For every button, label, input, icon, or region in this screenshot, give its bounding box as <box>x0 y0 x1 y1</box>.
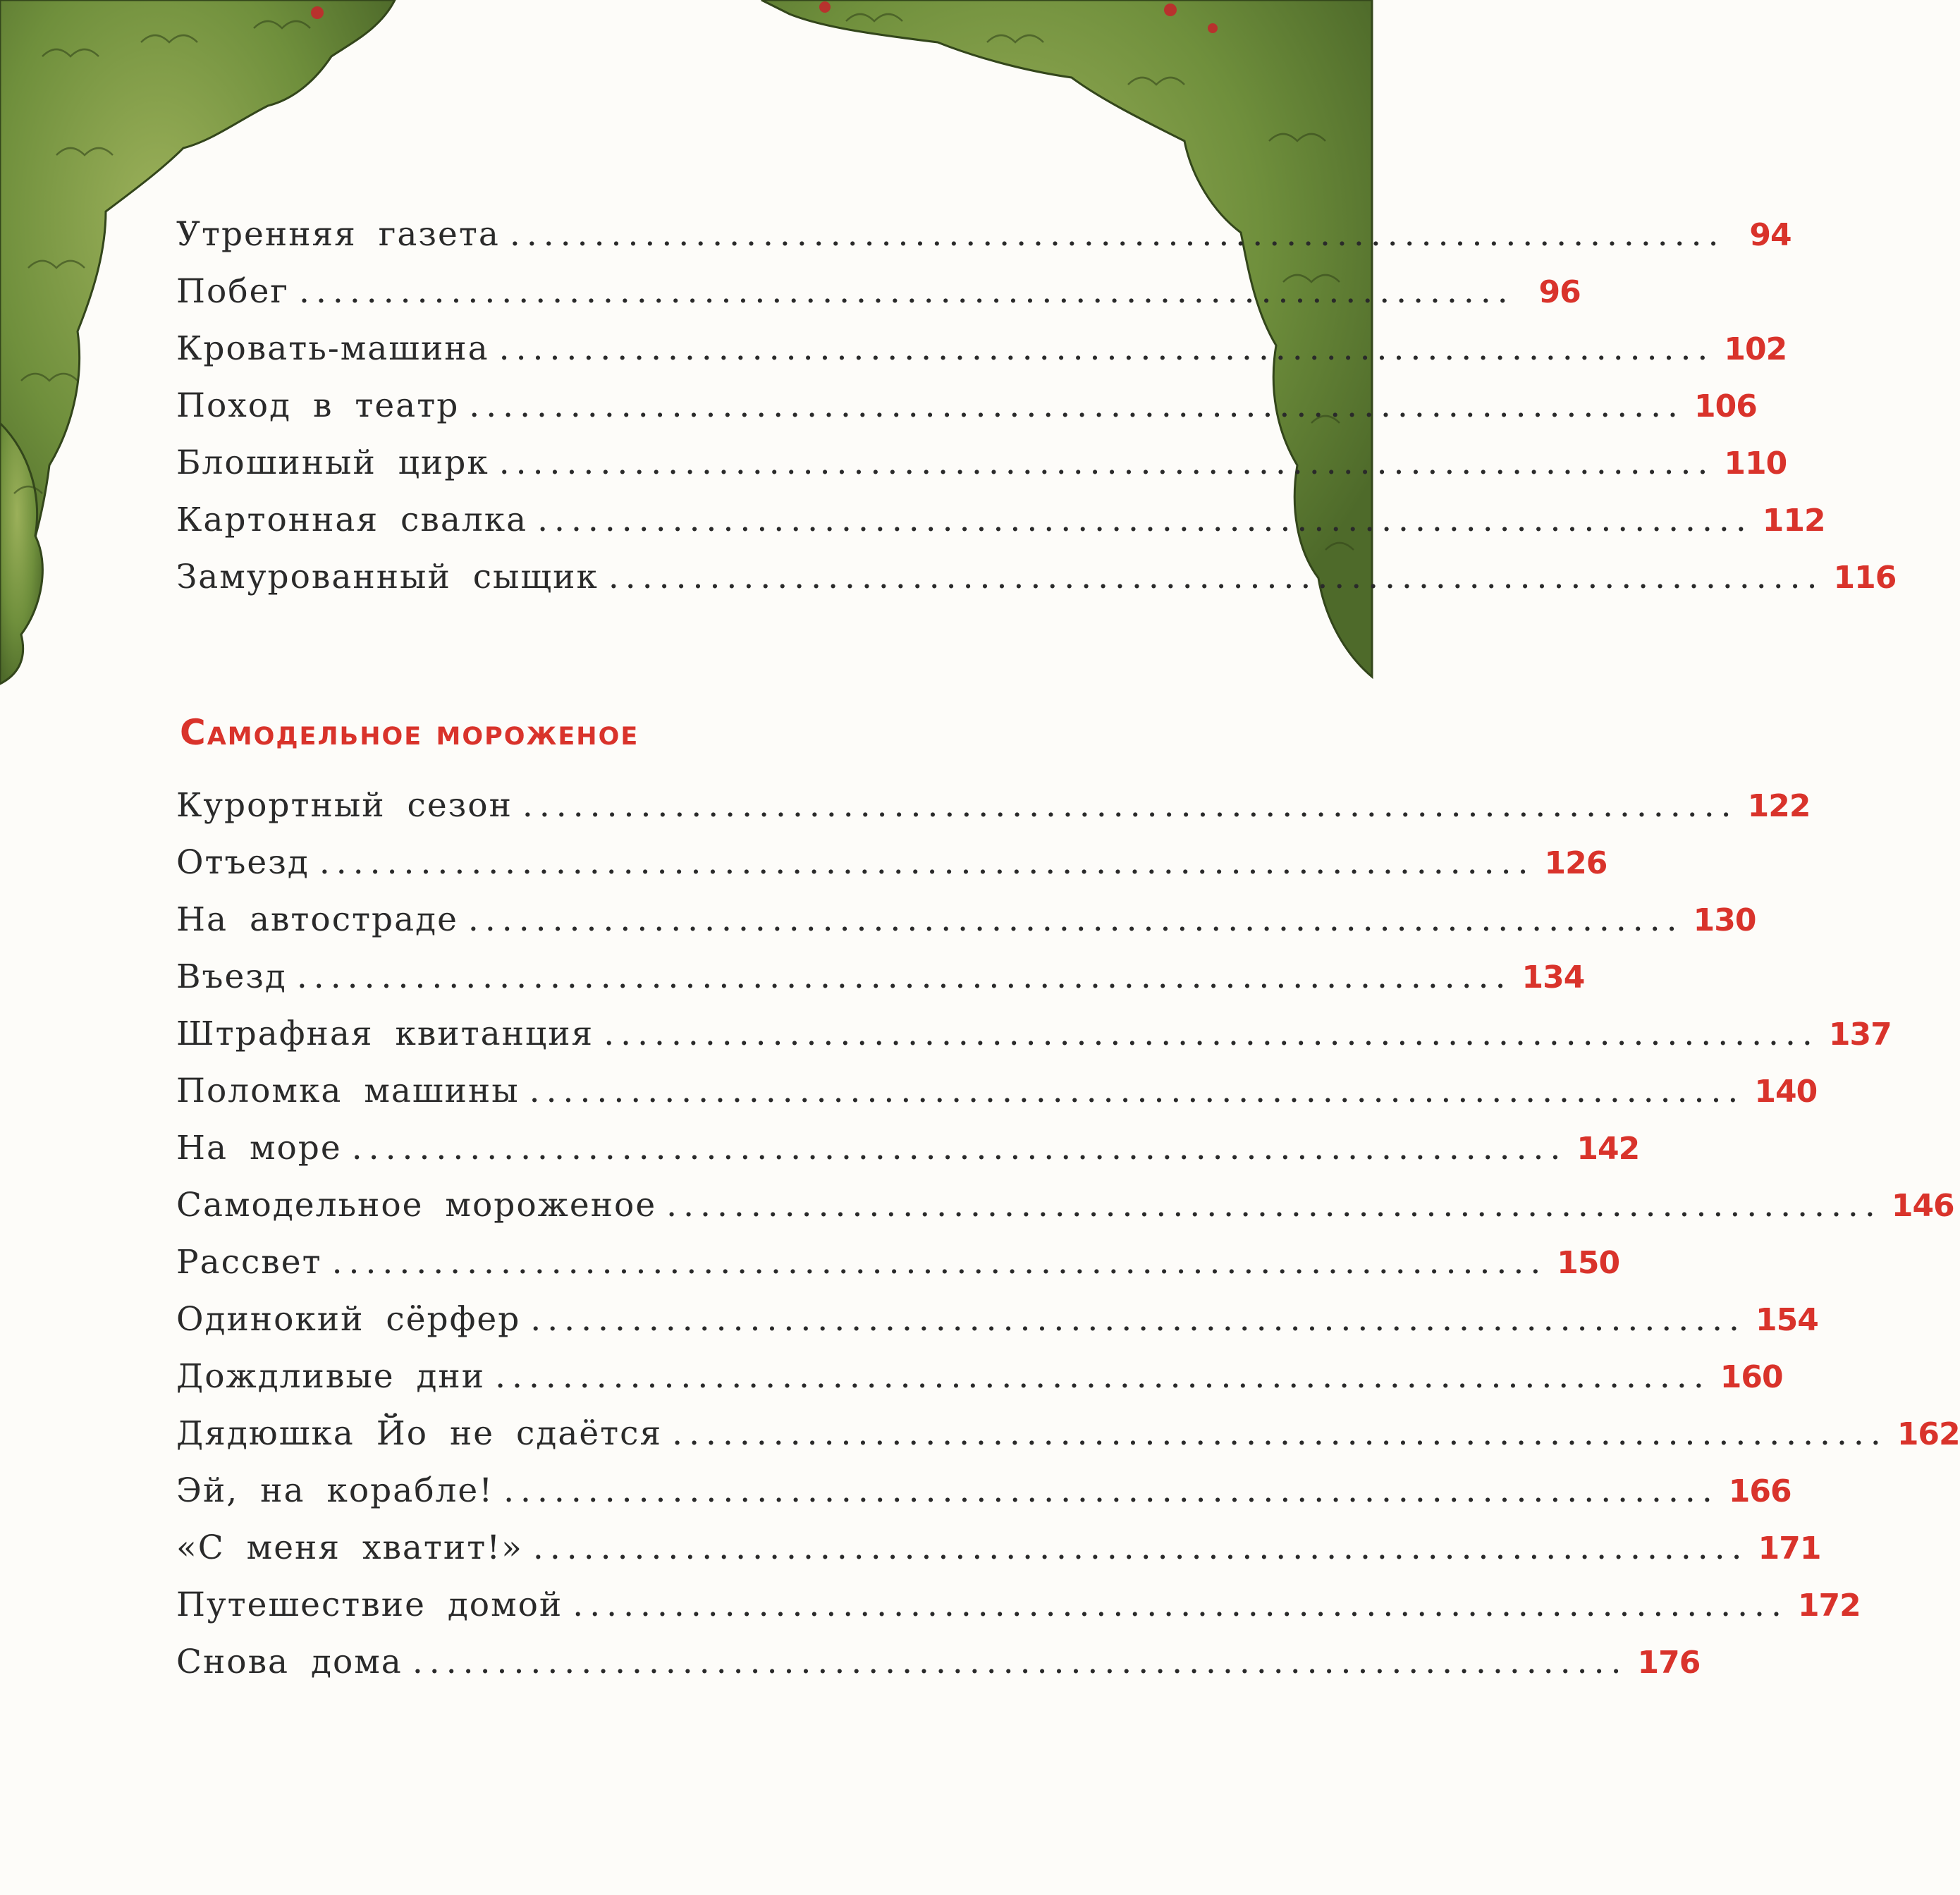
dot-leader: ........................................................................ <box>498 329 1715 368</box>
toc-entry[interactable] <box>176 386 1757 443</box>
toc-entry[interactable] <box>176 1414 1960 1471</box>
toc-entry[interactable] <box>176 1471 1791 1528</box>
dot-leader: ........................................................................ <box>503 1471 1719 1510</box>
dot-leader: ........................................................................ <box>604 1014 1819 1053</box>
toc-entry-title: На море <box>176 1129 342 1167</box>
toc-entry-page: 110 <box>1724 446 1787 482</box>
toc-entry-page: 154 <box>1755 1302 1818 1338</box>
toc-entry[interactable] <box>176 215 1791 272</box>
toc-entry-page: 171 <box>1758 1531 1821 1566</box>
toc-entry-title: Путешествие домой <box>176 1586 563 1624</box>
toc-entry-page: 150 <box>1557 1245 1620 1281</box>
toc-entry-title: Утренняя газета <box>176 215 500 254</box>
toc-entry-page: 146 <box>1891 1188 1954 1224</box>
toc-entry-title: Отъезд <box>176 843 310 882</box>
dot-leader: ........................................................................ <box>522 786 1738 825</box>
toc-entry[interactable] <box>176 1643 1701 1700</box>
toc-entry[interactable] <box>176 1014 1892 1072</box>
toc-entry[interactable] <box>176 1586 1861 1643</box>
dot-leader: ........................................................................ <box>469 386 1684 425</box>
toc-entry-title: «С меня хватит!» <box>176 1528 523 1567</box>
toc-entry[interactable] <box>176 1357 1783 1414</box>
toc-entry-page: 94 <box>1749 217 1791 253</box>
toc-entry[interactable] <box>176 1300 1818 1357</box>
toc-entry-title: Блошиный цирк <box>176 443 489 482</box>
toc-entry[interactable] <box>176 1186 1954 1243</box>
dot-leader: ........................................................................ <box>319 843 1535 882</box>
toc-entry[interactable] <box>176 558 1897 615</box>
dot-leader: ........................................................................ <box>537 501 1753 539</box>
toc-entry[interactable] <box>176 1243 1620 1300</box>
toc-entry[interactable] <box>176 843 1607 900</box>
toc-entry-page: 172 <box>1797 1588 1861 1624</box>
toc-list-part1 <box>176 215 1897 615</box>
toc-entry-title: Снова дома <box>176 1643 403 1681</box>
toc-entry-title: Курортный сезон <box>176 786 513 825</box>
dot-leader: ........................................................................ <box>331 1243 1548 1282</box>
dot-leader: ........................................................................ <box>296 957 1512 996</box>
toc-entry[interactable] <box>176 1528 1821 1586</box>
toc-list-part2 <box>176 786 1960 1700</box>
toc-entry-title: На автостраде <box>176 900 458 939</box>
toc-entry-page: 130 <box>1693 902 1756 938</box>
toc-entry-title: Дядюшка Йо не сдаётся <box>176 1414 663 1453</box>
toc-entry-page: 96 <box>1538 274 1581 310</box>
toc-entry-page: 122 <box>1747 788 1811 824</box>
toc-entry-page: 116 <box>1833 560 1897 596</box>
toc-entry[interactable] <box>176 900 1756 957</box>
dot-leader: ........................................................................ <box>412 1643 1628 1681</box>
dot-leader: ........................................................................ <box>495 1357 1710 1396</box>
dot-leader: ........................................................................ <box>666 1186 1882 1225</box>
toc-entry-title: Одинокий сёрфер <box>176 1300 521 1339</box>
toc-entry-title: Самодельное мороженое <box>176 1186 657 1225</box>
toc-entry[interactable] <box>176 1129 1640 1186</box>
toc-entry-page: 160 <box>1720 1359 1783 1395</box>
toc-entry-page: 140 <box>1754 1074 1818 1110</box>
toc-entry-title: Замурованный сыщик <box>176 558 599 596</box>
toc-entry[interactable] <box>176 443 1787 501</box>
toc-entry-title: Побег <box>176 272 290 311</box>
toc-entry-title: Эй, на корабле! <box>176 1471 494 1510</box>
dot-leader: ........................................................................ <box>529 1072 1745 1110</box>
toc-entry-title: Рассвет <box>176 1243 322 1282</box>
toc-entry-title: Поход в театр <box>176 386 460 425</box>
toc-entry-page: 106 <box>1693 388 1757 424</box>
dot-leader: ........................................................................ <box>299 272 1514 311</box>
toc-entry-title: Въезд <box>176 957 287 996</box>
dot-leader: ........................................................................ <box>351 1129 1567 1167</box>
toc-entry-title: Штрафная квитанция <box>176 1014 594 1053</box>
section-heading: Самодельное мороженое <box>180 712 639 753</box>
dot-leader: ........................................................................ <box>467 900 1684 939</box>
dot-leader: ........................................................................ <box>608 558 1824 596</box>
toc-entry[interactable] <box>176 1072 1818 1129</box>
dot-leader: ........................................................................ <box>498 443 1715 482</box>
toc-entry[interactable] <box>176 957 1585 1014</box>
toc-entry-page: 166 <box>1728 1473 1791 1509</box>
toc-entry-page: 137 <box>1828 1017 1892 1053</box>
toc-entry-page: 126 <box>1544 845 1607 881</box>
toc-entry-title: Дождливые дни <box>176 1357 486 1396</box>
toc-entry[interactable] <box>176 272 1581 329</box>
toc-entry-page: 142 <box>1576 1131 1640 1167</box>
toc-entry-title: Картонная свалка <box>176 501 528 539</box>
dot-leader: ........................................................................ <box>532 1528 1748 1567</box>
toc-entry[interactable] <box>176 501 1825 558</box>
dot-leader: ........................................................................ <box>509 215 1725 254</box>
toc-entry-page: 112 <box>1762 503 1825 539</box>
toc-entry-page: 102 <box>1724 331 1787 367</box>
toc-entry-page: 134 <box>1521 959 1585 995</box>
toc-entry-page: 162 <box>1897 1416 1960 1452</box>
toc-entry-title: Поломка машины <box>176 1072 520 1110</box>
dot-leader: ........................................................................ <box>572 1586 1788 1624</box>
toc-entry[interactable] <box>176 329 1787 386</box>
toc-entry-page: 176 <box>1637 1645 1701 1681</box>
toc-entry[interactable] <box>176 786 1811 843</box>
dot-leader: ........................................................................ <box>672 1414 1887 1453</box>
dot-leader: ........................................................................ <box>530 1300 1746 1339</box>
toc-entry-title: Кровать-машина <box>176 329 489 368</box>
